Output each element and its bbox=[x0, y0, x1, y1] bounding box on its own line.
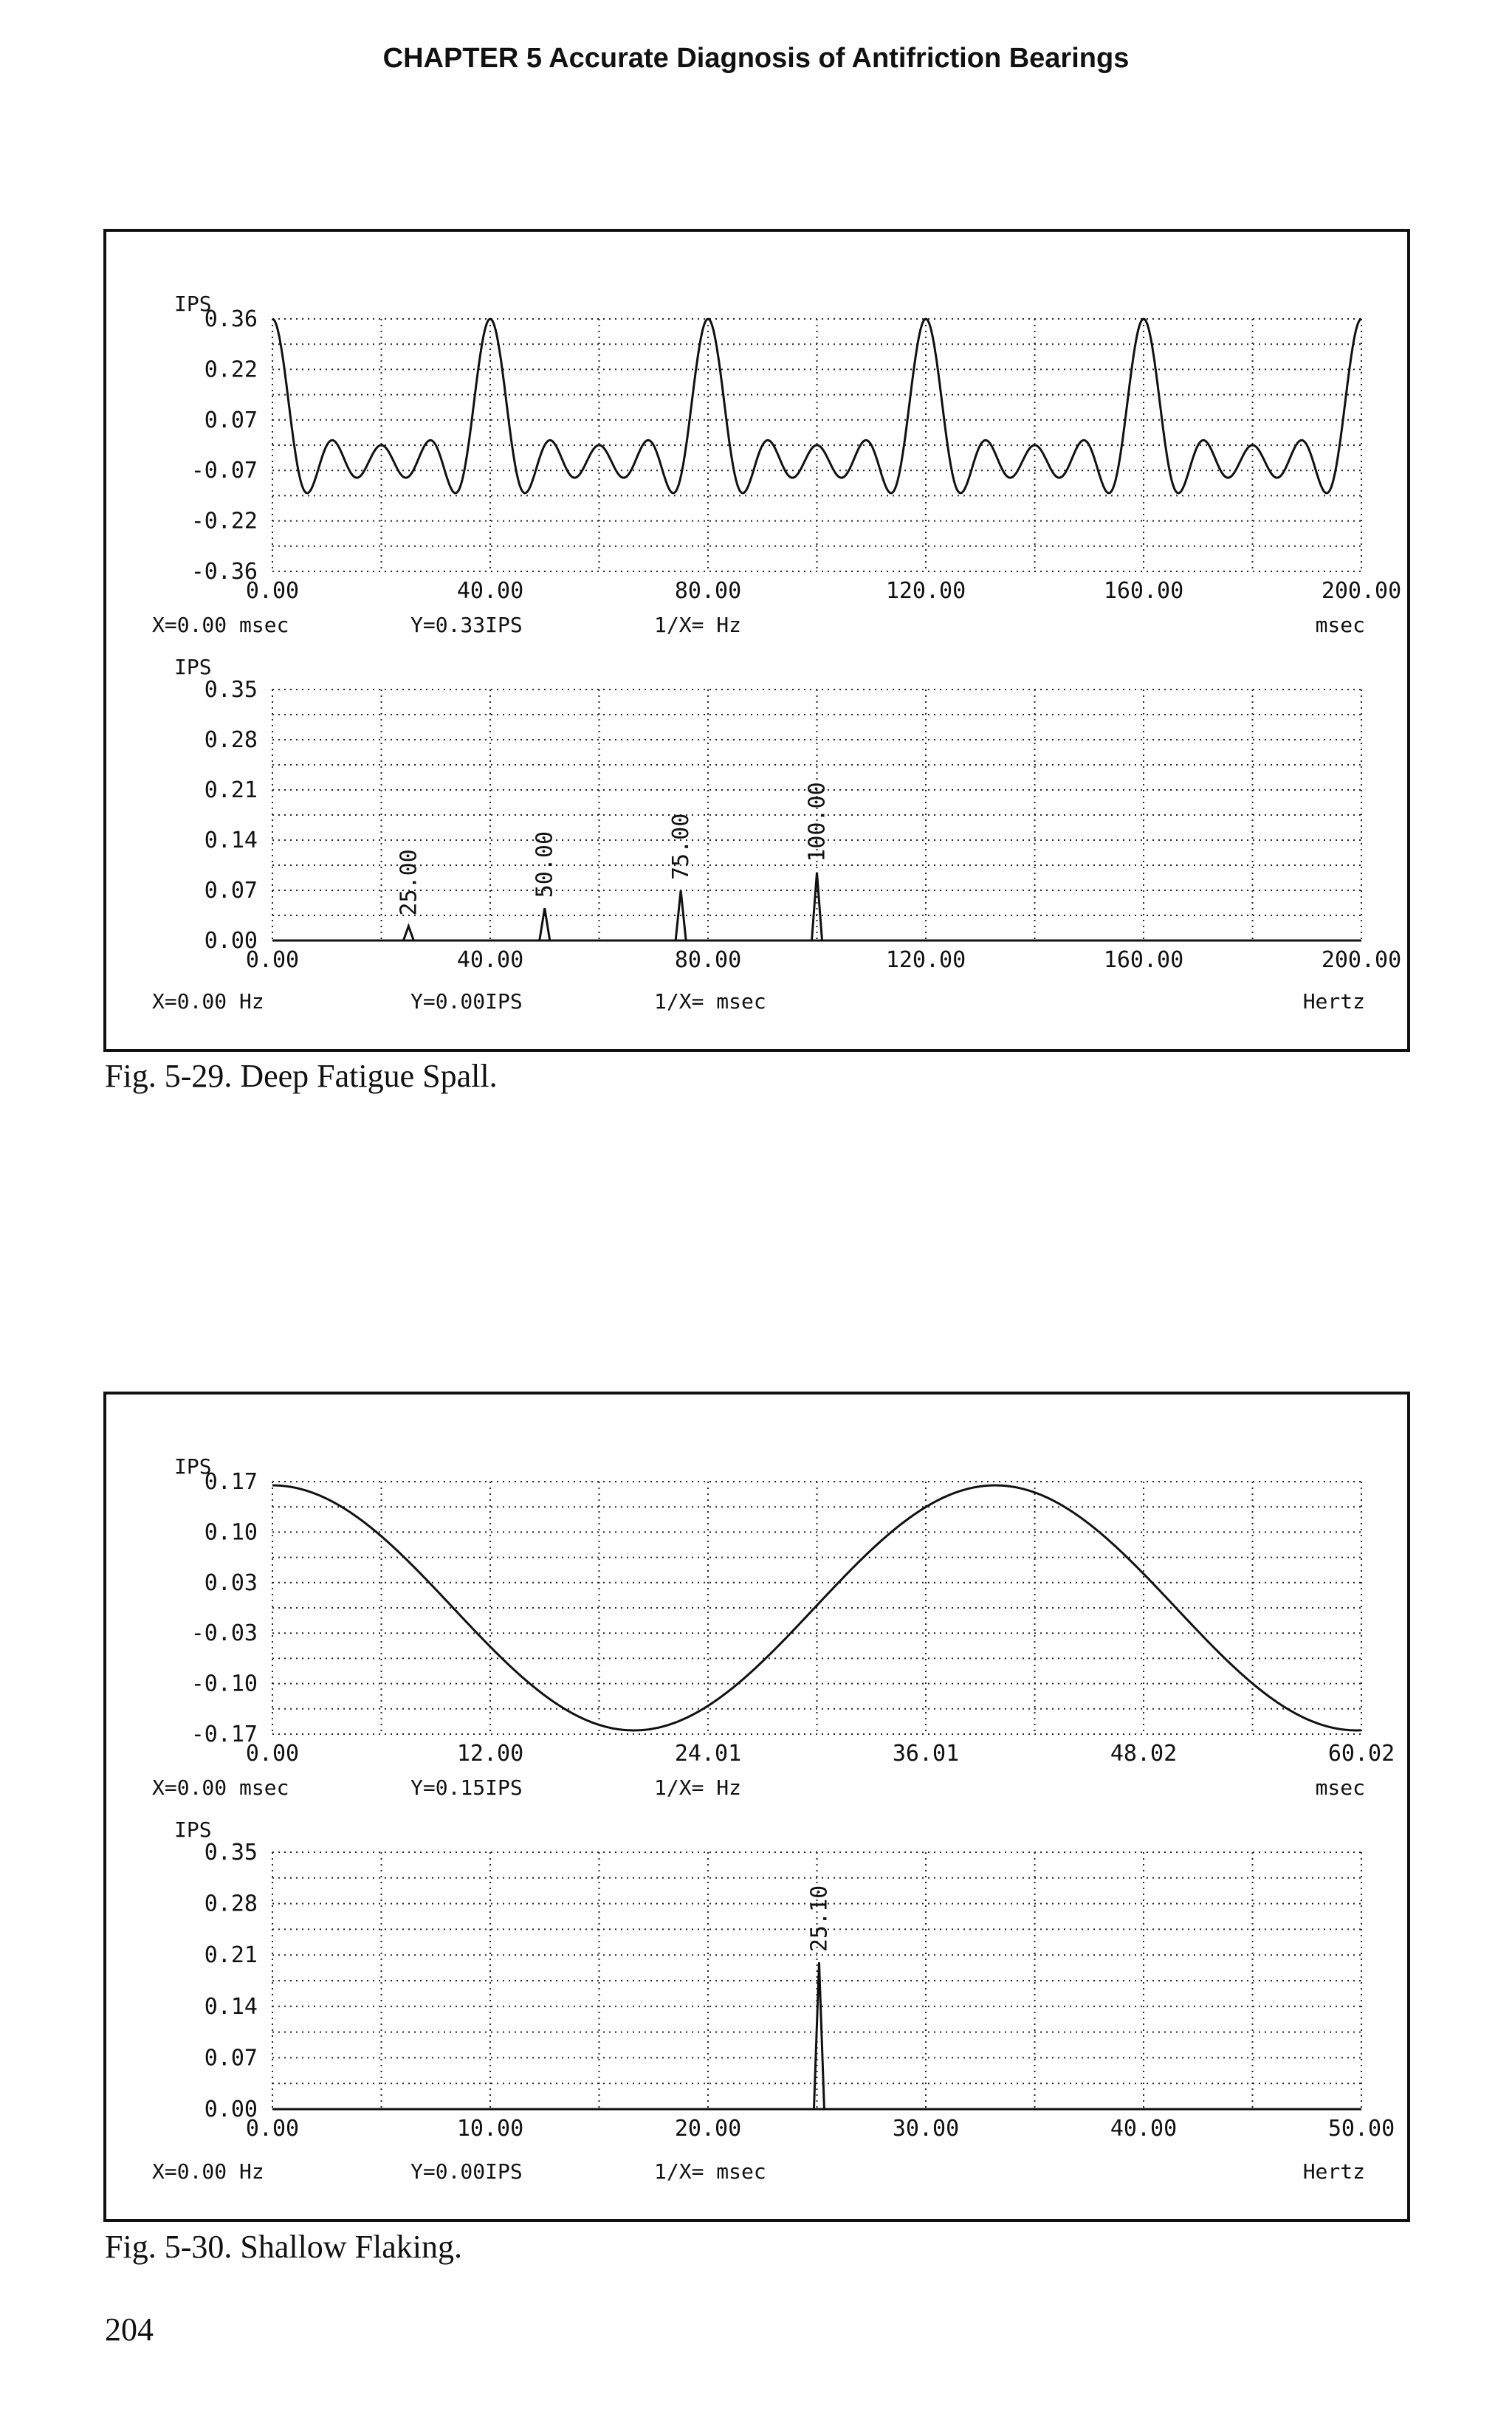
spectrum-peak bbox=[540, 908, 550, 941]
page-header: CHAPTER 5 Accurate Diagnosis of Antifriction Bearings bbox=[382, 43, 1130, 74]
y-unit-label: IPS bbox=[174, 655, 212, 679]
x-tick-label: 200.00 bbox=[1321, 578, 1402, 604]
peak-label: 50.00 bbox=[532, 831, 558, 898]
x-unit-label: Hertz bbox=[1302, 989, 1365, 1014]
x-tick-label: 30.00 bbox=[892, 2116, 960, 2142]
spectrum-panel bbox=[152, 655, 1401, 1014]
y-tick-label: -0.36 bbox=[190, 559, 258, 585]
y-tick-label: 0.07 bbox=[204, 878, 258, 904]
x-tick-label: 120.00 bbox=[885, 578, 966, 604]
x-tick-label: 40.00 bbox=[1110, 2116, 1178, 2142]
y-tick-label: 0.21 bbox=[204, 1942, 258, 1969]
x-tick-label: 200.00 bbox=[1321, 947, 1402, 973]
y-tick-label: -0.07 bbox=[190, 458, 258, 484]
spectrum-peak bbox=[812, 873, 822, 941]
y-unit-label: IPS bbox=[174, 1818, 212, 1842]
x-tick-label: 40.00 bbox=[456, 947, 524, 973]
figure-box-deep-fatigue-spall bbox=[103, 229, 1410, 1052]
reciprocal-readout: 1/X= Hz bbox=[654, 613, 742, 637]
spectrum-peak bbox=[403, 926, 413, 941]
reciprocal-readout: 1/X= msec bbox=[654, 989, 766, 1014]
x-tick-label: 50.00 bbox=[1327, 2116, 1395, 2142]
peak-label: 25.00 bbox=[396, 849, 422, 916]
y-tick-label: 0.22 bbox=[204, 357, 258, 383]
x-tick-label: 60.02 bbox=[1327, 1741, 1395, 1767]
spectrum-panel bbox=[152, 1818, 1395, 2184]
y-tick-label: 0.00 bbox=[204, 2097, 258, 2122]
cursor-x-readout: X=0.00 Hz bbox=[152, 2159, 264, 2184]
cursor-x-readout: X=0.00 msec bbox=[152, 1775, 289, 1800]
y-tick-label: 0.00 bbox=[204, 928, 258, 954]
y-tick-label: -0.22 bbox=[190, 508, 258, 534]
y-tick-label: -0.10 bbox=[190, 1671, 258, 1697]
cursor-y-readout: Y=0.33IPS bbox=[410, 613, 523, 637]
y-tick-label: 0.28 bbox=[204, 1891, 258, 1917]
x-unit-label: Hertz bbox=[1302, 2159, 1365, 2184]
figure-svg bbox=[106, 232, 1407, 1049]
cursor-y-readout: Y=0.00IPS bbox=[410, 989, 523, 1014]
x-tick-label: 80.00 bbox=[674, 947, 742, 973]
peak-label: 75.00 bbox=[668, 813, 695, 880]
y-tick-label: 0.10 bbox=[204, 1519, 258, 1546]
figure-box-shallow-flaking bbox=[103, 1392, 1410, 2222]
x-tick-label: 40.00 bbox=[456, 578, 524, 604]
y-tick-label: 0.07 bbox=[204, 2045, 258, 2071]
y-tick-label: -0.03 bbox=[190, 1620, 258, 1647]
y-tick-label: 0.35 bbox=[204, 1840, 258, 1866]
x-tick-label: 160.00 bbox=[1103, 578, 1184, 604]
y-tick-label: 0.35 bbox=[204, 677, 258, 703]
spectrum-peak bbox=[814, 1962, 824, 2109]
time-waveform-panel bbox=[152, 1454, 1395, 1800]
y-tick-label: 0.14 bbox=[204, 1993, 258, 2020]
x-tick-label: 80.00 bbox=[674, 578, 742, 604]
x-unit-label: msec bbox=[1315, 613, 1365, 637]
y-unit-label: IPS bbox=[174, 1454, 212, 1479]
figure-caption: Fig. 5-30. Shallow Flaking. bbox=[105, 2229, 463, 2265]
figure-svg bbox=[106, 1395, 1407, 2219]
y-tick-label: 0.03 bbox=[204, 1569, 258, 1596]
x-unit-label: msec bbox=[1315, 1775, 1365, 1800]
y-tick-label: 0.21 bbox=[204, 777, 258, 803]
x-tick-label: 36.01 bbox=[892, 1741, 960, 1767]
x-tick-label: 0.00 bbox=[245, 2116, 300, 2142]
peak-label: 100.00 bbox=[804, 782, 831, 862]
x-tick-label: 20.00 bbox=[674, 2116, 742, 2142]
x-tick-label: 0.00 bbox=[245, 1741, 300, 1767]
y-tick-label: 0.36 bbox=[204, 306, 258, 332]
x-tick-label: 24.01 bbox=[674, 1741, 742, 1767]
reciprocal-readout: 1/X= msec bbox=[654, 2159, 766, 2184]
peak-label: 25.10 bbox=[806, 1885, 833, 1953]
cursor-x-readout: X=0.00 msec bbox=[152, 613, 289, 637]
x-tick-label: 12.00 bbox=[456, 1741, 524, 1767]
y-tick-label: 0.28 bbox=[204, 727, 258, 753]
y-unit-label: IPS bbox=[174, 292, 212, 316]
cursor-y-readout: Y=0.00IPS bbox=[410, 2159, 523, 2184]
reciprocal-readout: 1/X= Hz bbox=[654, 1775, 742, 1800]
cursor-y-readout: Y=0.15IPS bbox=[410, 1775, 523, 1800]
x-tick-label: 120.00 bbox=[885, 947, 966, 973]
x-tick-label: 0.00 bbox=[245, 578, 300, 604]
y-tick-label: 0.07 bbox=[204, 407, 258, 433]
cursor-x-readout: X=0.00 Hz bbox=[152, 989, 264, 1014]
figure-caption: Fig. 5-29. Deep Fatigue Spall. bbox=[105, 1058, 498, 1094]
y-tick-label: 0.17 bbox=[204, 1469, 258, 1495]
y-tick-label: 0.14 bbox=[204, 828, 258, 853]
y-tick-label: -0.17 bbox=[190, 1722, 258, 1747]
time-waveform-panel bbox=[152, 292, 1401, 637]
x-tick-label: 0.00 bbox=[245, 947, 300, 973]
x-tick-label: 160.00 bbox=[1103, 947, 1184, 973]
page-number: 204 bbox=[105, 2311, 154, 2348]
x-tick-label: 48.02 bbox=[1110, 1741, 1178, 1767]
x-tick-label: 10.00 bbox=[456, 2116, 524, 2142]
